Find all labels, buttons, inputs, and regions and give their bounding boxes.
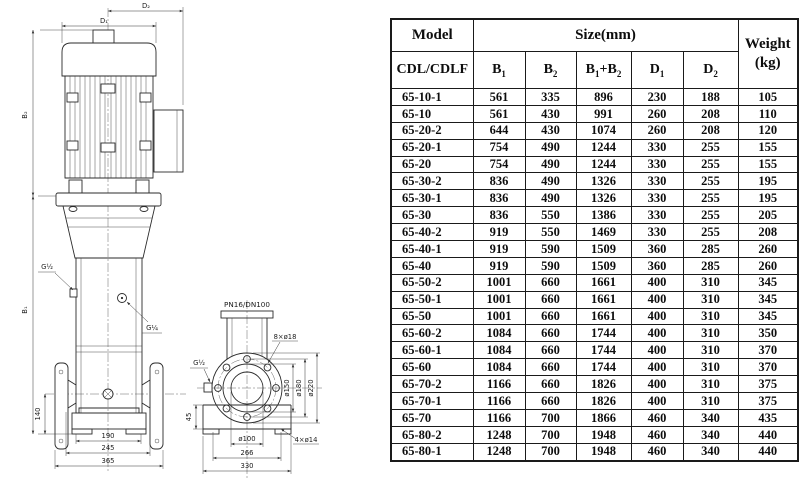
cell-model: 65-20	[391, 156, 473, 173]
cell-w: 195	[738, 190, 798, 207]
cell-w: 120	[738, 122, 798, 139]
header-size: Size(mm)	[473, 19, 738, 52]
cell-w: 375	[738, 376, 798, 393]
cell-d2: 255	[683, 139, 738, 156]
motor	[62, 30, 183, 193]
cell-d1: 330	[631, 224, 683, 241]
cell-b2: 660	[525, 342, 576, 359]
cell-b1: 1001	[473, 308, 525, 325]
cell-w: 110	[738, 105, 798, 122]
table-row	[391, 224, 798, 241]
cell-w: 350	[738, 325, 798, 342]
cell-b2: 590	[525, 257, 576, 274]
cell-d1: 230	[631, 89, 683, 106]
table-row	[391, 342, 798, 359]
cell-b1b2: 1469	[576, 224, 631, 241]
cell-b2: 660	[525, 359, 576, 376]
cell-b1: 754	[473, 156, 525, 173]
cell-model: 65-40-2	[391, 224, 473, 241]
cell-d2: 208	[683, 105, 738, 122]
dim-label-45: 45	[185, 412, 193, 422]
cell-b2: 660	[525, 291, 576, 308]
cell-d1: 400	[631, 376, 683, 393]
cell-d1: 260	[631, 122, 683, 139]
header-col-b1b2: $B_1+B_2$	[576, 52, 631, 89]
cell-w: 435	[738, 409, 798, 426]
tie-bolt	[140, 93, 151, 102]
cell-b1b2: 1386	[576, 207, 631, 224]
cell-b1b2: 896	[576, 89, 631, 106]
cell-b2: 335	[525, 89, 576, 106]
fan-cover	[62, 43, 156, 76]
cell-model: 65-10	[391, 105, 473, 122]
cell-b2: 660	[525, 325, 576, 342]
dim-label-d150: ø150	[283, 379, 291, 397]
cell-b2: 660	[525, 308, 576, 325]
cell-d1: 400	[631, 359, 683, 376]
cell-model: 65-30-1	[391, 190, 473, 207]
cell-d2: 310	[683, 274, 738, 291]
cell-model: 65-60-2	[391, 325, 473, 342]
cell-d1: 460	[631, 443, 683, 460]
cell-b1: 644	[473, 122, 525, 139]
cell-d2: 255	[683, 207, 738, 224]
cell-w: 375	[738, 393, 798, 410]
table-row	[391, 122, 798, 139]
dim-label-330: 330	[240, 462, 254, 470]
cell-d2: 310	[683, 291, 738, 308]
cell-b1: 1084	[473, 359, 525, 376]
header-col-d2: $D_2$	[683, 52, 738, 89]
cell-b1b2: 1509	[576, 241, 631, 258]
cell-d1: 330	[631, 207, 683, 224]
gauge-plug-left	[70, 289, 77, 297]
cell-b1: 1084	[473, 325, 525, 342]
dim-label-d220: ø220	[307, 379, 315, 397]
cell-d2: 255	[683, 224, 738, 241]
cell-b1: 1001	[473, 291, 525, 308]
cell-b1b2: 1326	[576, 173, 631, 190]
cell-b2: 490	[525, 190, 576, 207]
cell-b1b2: 1948	[576, 443, 631, 460]
cell-d1: 400	[631, 274, 683, 291]
table-row	[391, 156, 798, 173]
base-block	[72, 413, 146, 429]
dim-label-365: 365	[101, 457, 115, 465]
table-row	[391, 105, 798, 122]
cell-b1: 919	[473, 224, 525, 241]
cell-b2: 660	[525, 274, 576, 291]
cell-w: 370	[738, 359, 798, 376]
cell-w: 345	[738, 274, 798, 291]
header-col-b2: $B_2$	[525, 52, 576, 89]
cell-d2: 340	[683, 443, 738, 460]
cell-d2: 188	[683, 89, 738, 106]
cell-d1: 400	[631, 308, 683, 325]
dim-label-b2: B₂	[21, 111, 29, 119]
bolt-holes-label: 8×ø18	[273, 333, 297, 341]
table-row	[391, 139, 798, 156]
cell-b1b2: 1661	[576, 291, 631, 308]
cell-w: 155	[738, 139, 798, 156]
table-row	[391, 426, 798, 443]
cell-b2: 590	[525, 241, 576, 258]
cell-b1: 754	[473, 139, 525, 156]
cell-d2: 255	[683, 156, 738, 173]
cell-model: 65-70	[391, 409, 473, 426]
cell-b1b2: 1744	[576, 359, 631, 376]
cell-model: 65-70-2	[391, 376, 473, 393]
cell-d1: 400	[631, 393, 683, 410]
cell-b1b2: 1826	[576, 376, 631, 393]
pump-head	[56, 193, 161, 258]
cell-w: 260	[738, 241, 798, 258]
cell-b1b2: 991	[576, 105, 631, 122]
dim-label-d2: D₂	[142, 2, 150, 10]
table-row	[391, 190, 798, 207]
dim-label-d100: ø100	[238, 435, 256, 443]
pump-side-view	[185, 300, 322, 478]
cell-b2: 550	[525, 224, 576, 241]
cell-model: 65-80-2	[391, 426, 473, 443]
cell-b1: 919	[473, 241, 525, 258]
cell-b2: 490	[525, 139, 576, 156]
cell-d2: 310	[683, 376, 738, 393]
flange-bolt	[69, 207, 77, 212]
cell-d1: 330	[631, 156, 683, 173]
port-label-g14: G¼	[146, 324, 158, 332]
cell-model: 65-20-2	[391, 122, 473, 139]
cell-b1: 1248	[473, 426, 525, 443]
base-holes-label: 4×ø14	[294, 436, 318, 444]
cell-d2: 340	[683, 426, 738, 443]
cell-model: 65-20-1	[391, 139, 473, 156]
cell-d2: 340	[683, 409, 738, 426]
tie-bolt	[140, 141, 151, 150]
table-row	[391, 291, 798, 308]
head-casing	[63, 206, 155, 258]
flange-bolt	[140, 207, 148, 212]
table-row	[391, 257, 798, 274]
cell-d2: 255	[683, 190, 738, 207]
motor-foot	[136, 180, 149, 193]
cell-model: 65-70-1	[391, 393, 473, 410]
cell-d1: 360	[631, 257, 683, 274]
cell-b1b2: 1826	[576, 393, 631, 410]
dim-label-190: 190	[101, 432, 115, 440]
table-row	[391, 274, 798, 291]
cell-w: 440	[738, 443, 798, 460]
cell-model: 65-60-1	[391, 342, 473, 359]
cell-w: 195	[738, 173, 798, 190]
cell-b1: 1166	[473, 376, 525, 393]
cell-w: 260	[738, 257, 798, 274]
header-model-series: CDL/CDLF	[391, 52, 473, 89]
motor-foot	[69, 180, 82, 193]
cell-w: 205	[738, 207, 798, 224]
foot	[72, 429, 92, 434]
cell-b1: 1001	[473, 274, 525, 291]
cell-b1: 561	[473, 89, 525, 106]
dim-label-b1: B₁	[21, 306, 29, 314]
cell-b1: 836	[473, 173, 525, 190]
side-port-plug	[204, 383, 212, 392]
cell-b1: 1084	[473, 342, 525, 359]
cell-b2: 430	[525, 105, 576, 122]
table-row	[391, 308, 798, 325]
header-weight: Weight (kg)	[738, 19, 798, 89]
header-col-b1: $B_1$	[473, 52, 525, 89]
cell-b2: 490	[525, 173, 576, 190]
cell-model: 65-40	[391, 257, 473, 274]
cell-b1: 1166	[473, 409, 525, 426]
cell-d1: 400	[631, 291, 683, 308]
cell-d1: 400	[631, 325, 683, 342]
table-row	[391, 443, 798, 460]
dim-label-245: 245	[101, 444, 115, 452]
cell-b1b2: 1866	[576, 409, 631, 426]
cell-d2: 208	[683, 122, 738, 139]
cell-w: 440	[738, 426, 798, 443]
cell-b1b2: 1074	[576, 122, 631, 139]
side-port-label: G½	[193, 359, 205, 367]
cell-d1: 460	[631, 409, 683, 426]
table-row	[391, 89, 798, 106]
cell-model: 65-50	[391, 308, 473, 325]
port-label-g12: G½	[41, 263, 53, 271]
cell-b1b2: 1948	[576, 426, 631, 443]
cell-d1: 330	[631, 173, 683, 190]
pump-dimension-drawing	[0, 0, 390, 500]
pump-front-view	[21, 2, 186, 472]
cell-b1b2: 1244	[576, 139, 631, 156]
cell-model: 65-50-1	[391, 291, 473, 308]
cell-d2: 310	[683, 359, 738, 376]
dim-label-140: 140	[34, 407, 42, 421]
table-row	[391, 409, 798, 426]
cell-w: 155	[738, 156, 798, 173]
cell-model: 65-10-1	[391, 89, 473, 106]
cell-b1: 1248	[473, 443, 525, 460]
cell-b1: 836	[473, 207, 525, 224]
motor-detail	[101, 84, 115, 93]
cell-d1: 400	[631, 342, 683, 359]
dimension-table	[390, 18, 799, 462]
cell-w: 345	[738, 308, 798, 325]
tie-bolt	[67, 141, 78, 150]
cell-b2: 490	[525, 156, 576, 173]
cell-b1: 919	[473, 257, 525, 274]
cell-b1b2: 1661	[576, 274, 631, 291]
cell-w: 208	[738, 224, 798, 241]
cell-b1b2: 1744	[576, 342, 631, 359]
cell-b1b2: 1744	[576, 325, 631, 342]
side-foot	[275, 429, 291, 434]
cell-model: 65-30-2	[391, 173, 473, 190]
cell-b1b2: 1509	[576, 257, 631, 274]
dim-label-266: 266	[240, 449, 254, 457]
cell-b2: 660	[525, 376, 576, 393]
cell-d2: 310	[683, 393, 738, 410]
cell-b2: 430	[525, 122, 576, 139]
cell-d1: 330	[631, 139, 683, 156]
cell-b2: 700	[525, 443, 576, 460]
flange-spec-label: PN16/DN100	[224, 300, 270, 309]
header-model: Model	[391, 19, 473, 52]
cell-d2: 310	[683, 308, 738, 325]
table-row	[391, 207, 798, 224]
table-row	[391, 359, 798, 376]
cell-d2: 285	[683, 257, 738, 274]
cell-w: 370	[738, 342, 798, 359]
cell-d1: 260	[631, 105, 683, 122]
table-row	[391, 241, 798, 258]
cell-b1b2: 1244	[576, 156, 631, 173]
foot	[126, 429, 146, 434]
cell-model: 65-80-1	[391, 443, 473, 460]
cell-b1b2: 1661	[576, 308, 631, 325]
cell-d2: 310	[683, 325, 738, 342]
cell-w: 345	[738, 291, 798, 308]
cell-d2: 285	[683, 241, 738, 258]
dim-label-d1: D₁	[100, 17, 108, 25]
terminal-box	[154, 110, 183, 172]
table-row	[391, 376, 798, 393]
mounting-flange	[56, 193, 161, 206]
cell-model: 65-60	[391, 359, 473, 376]
table-header	[391, 19, 798, 89]
cell-d2: 255	[683, 173, 738, 190]
motor-detail	[101, 143, 115, 152]
cell-d2: 310	[683, 342, 738, 359]
cell-b2: 550	[525, 207, 576, 224]
cell-model: 65-30	[391, 207, 473, 224]
side-foot	[203, 429, 219, 434]
table-row	[391, 393, 798, 410]
cell-model: 65-40-1	[391, 241, 473, 258]
cell-b1: 561	[473, 105, 525, 122]
cell-d1: 330	[631, 190, 683, 207]
tie-bolt	[67, 93, 78, 102]
table-body	[391, 89, 798, 461]
cell-b1b2: 1326	[576, 190, 631, 207]
table-row	[391, 173, 798, 190]
cell-b2: 700	[525, 426, 576, 443]
lifting-lug	[93, 30, 114, 43]
cell-b2: 700	[525, 409, 576, 426]
table-row	[391, 325, 798, 342]
cell-d1: 460	[631, 426, 683, 443]
cell-b1: 836	[473, 190, 525, 207]
cell-b1: 1166	[473, 393, 525, 410]
cell-w: 105	[738, 89, 798, 106]
cell-b2: 660	[525, 393, 576, 410]
cell-d1: 360	[631, 241, 683, 258]
right-port-flange	[150, 363, 163, 449]
header-col-d1: $D_1$	[631, 52, 683, 89]
dim-label-d180: ø180	[295, 379, 303, 397]
cell-model: 65-50-2	[391, 274, 473, 291]
